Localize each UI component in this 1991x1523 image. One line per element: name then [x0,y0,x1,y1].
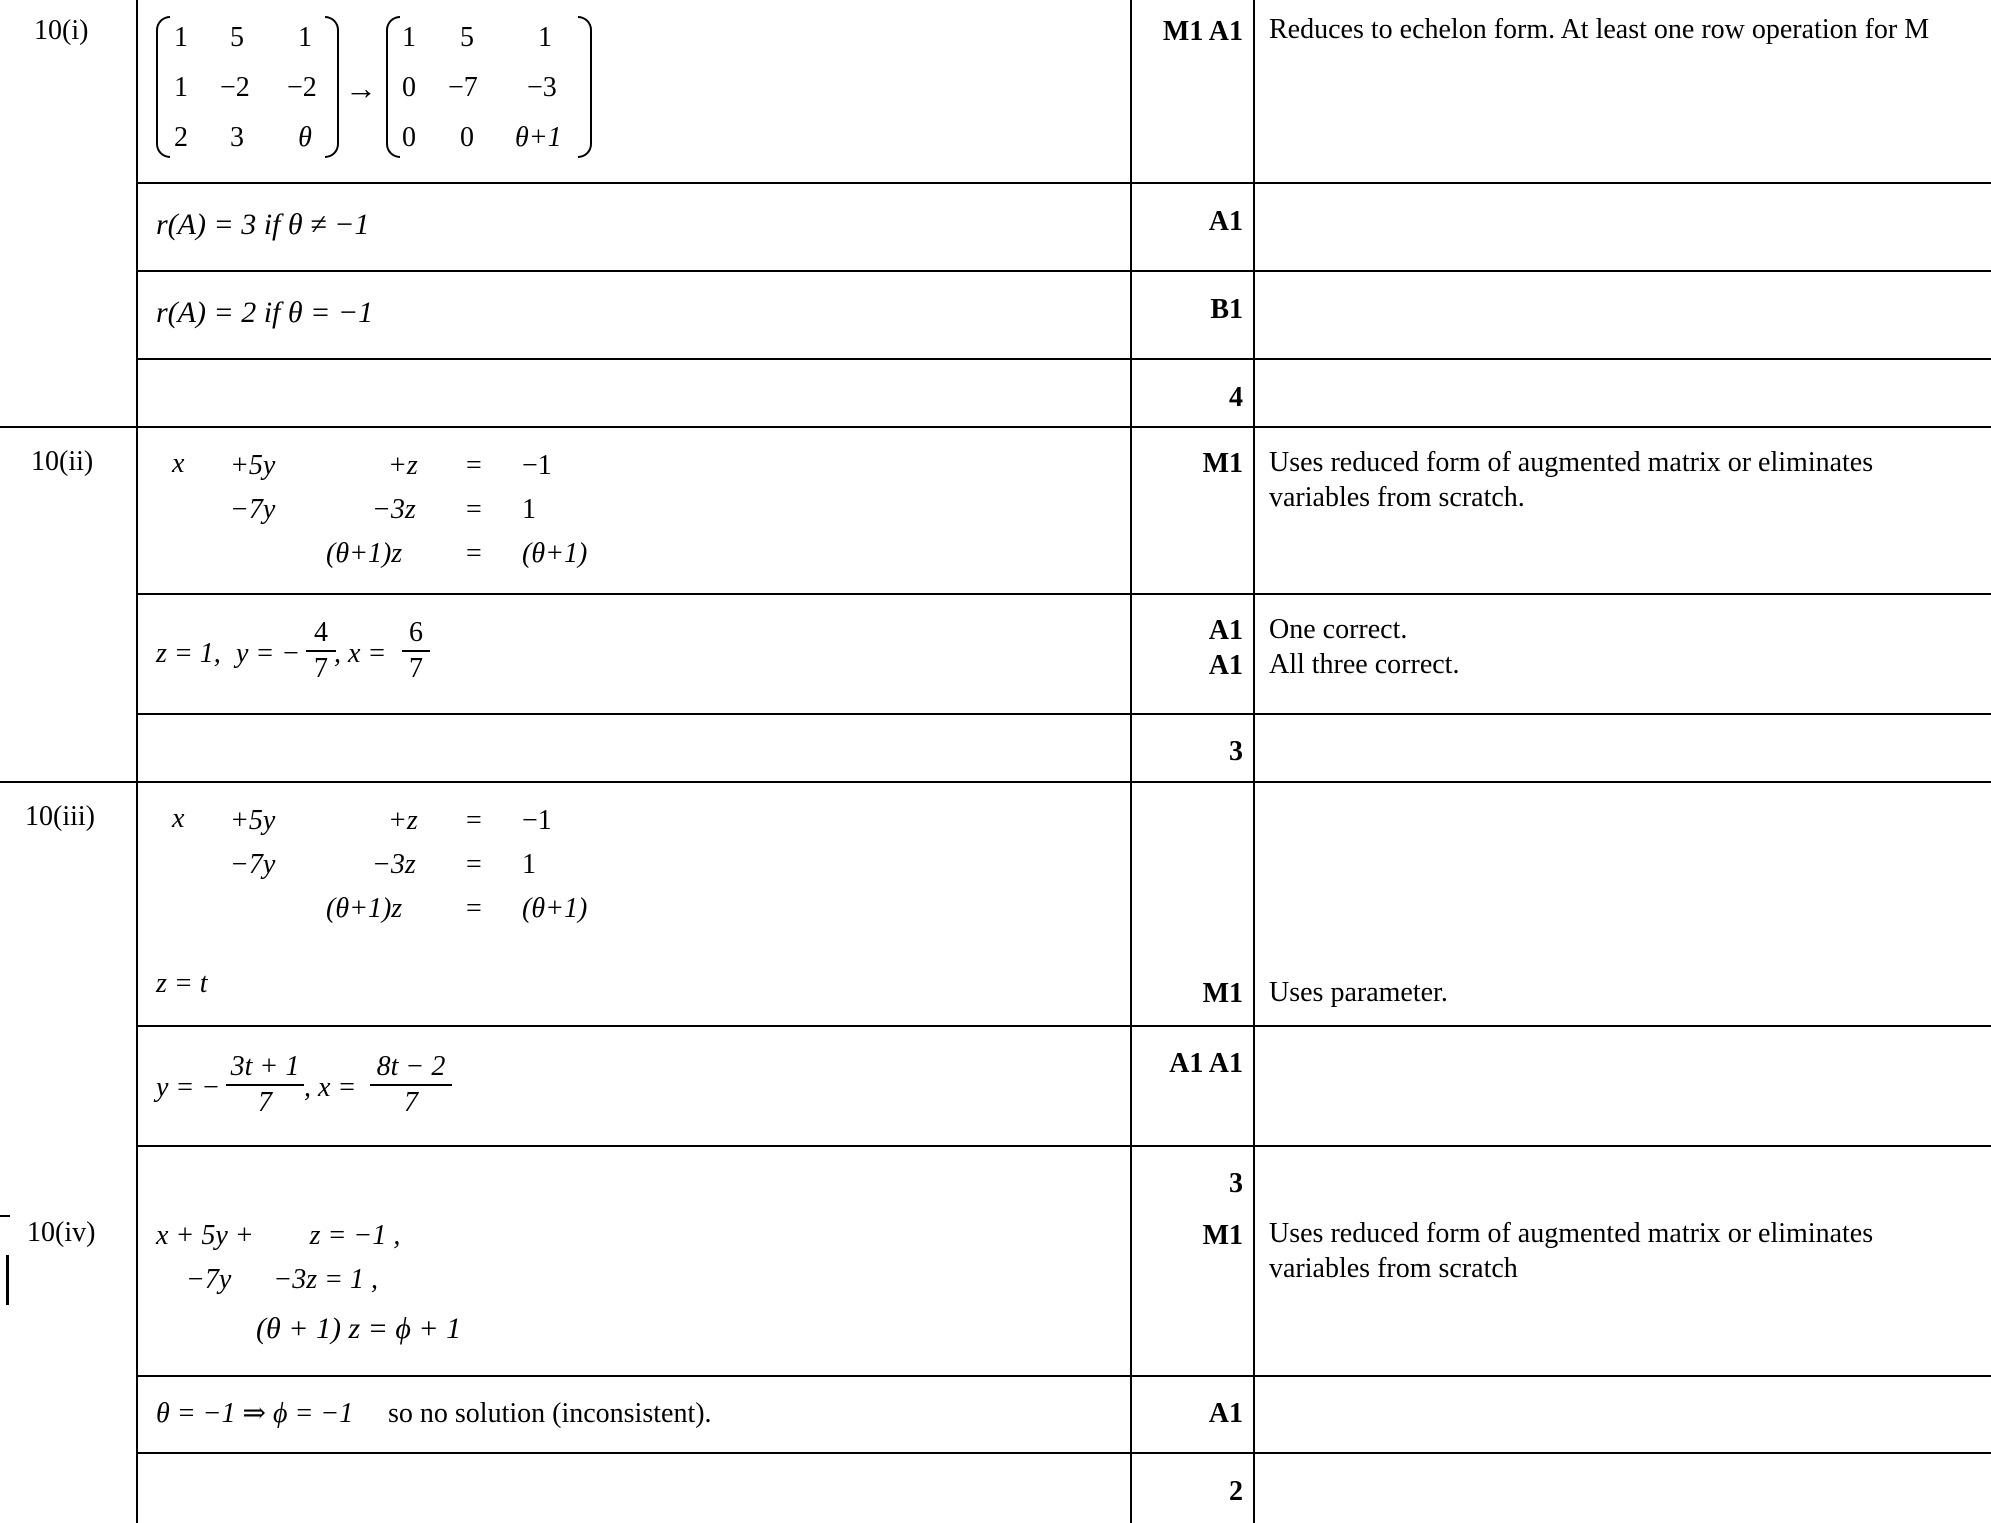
mark-code: M1 [1202,978,1243,1009]
column-divider [136,0,138,1523]
matrix-b-cell: θ+1 [515,122,562,153]
matrix-b-cell: 1 [538,22,552,53]
rank-condition: r(A) = 2 if θ = −1 [156,296,374,329]
eq-sign: = [466,450,482,481]
question-label: 10(iii) [25,801,95,832]
row-divider [136,1025,1991,1027]
eq-term: 1 [522,849,536,880]
matrix-a-cell: 1 [298,22,312,53]
rank-condition: r(A) = 3 if θ ≠ −1 [156,208,370,241]
eq-term: (θ+1) [522,538,588,569]
eq-term: (θ+1)z [326,893,403,924]
part-divider [0,426,1991,428]
eq-term: −3z [372,849,416,880]
guidance-note: Reduces to echelon form. At least one row operation for M [1269,14,1930,45]
eq-term: −7y [230,494,276,525]
fraction-y: 4 7 [306,616,336,686]
eq-term: 1 [522,494,536,525]
column-divider [1130,0,1132,1523]
matrix-a-cell: 3 [230,122,244,153]
parameter: z = t [156,968,208,999]
eq-term: (θ+1)z [326,538,403,569]
eq-term: +5y [230,805,276,836]
fraction-x: 6 7 [402,616,430,686]
equation-line: x + 5y + z = −1 , [156,1220,401,1251]
mark-code: A1 A1 [1169,1048,1243,1079]
guidance-note: One correct. [1269,614,1408,645]
mark-total: 3 [1229,1168,1243,1199]
row-divider [136,358,1991,360]
row-divider [136,1452,1991,1454]
matrix-a-cell: 5 [230,22,244,53]
matrix-a-cell: −2 [287,72,317,103]
guidance-note: Uses parameter. [1269,977,1448,1008]
question-label: 10(i) [34,15,89,46]
eq-term: −1 [522,805,552,836]
left-margin-mark [6,1255,9,1305]
row-divider [136,713,1991,715]
matrix-a-cell: 1 [174,72,188,103]
mark-code: B1 [1210,294,1243,325]
eq-sign: = [466,893,482,924]
mark-total: 3 [1229,736,1243,767]
eq-term: x [172,448,185,479]
eq-term: x [172,803,185,834]
conclusion-text: so no solution (inconsistent). [388,1398,712,1429]
eq-sign: = [466,538,482,569]
eq-sign: = [466,494,482,525]
row-reduce-arrow: → [345,70,377,106]
question-label: 10(iv) [27,1217,96,1248]
matrix-b-cell: 1 [402,22,416,53]
solution-x: , x = [304,1072,357,1103]
eq-term: −3z [372,494,416,525]
matrix-b-cell: −3 [527,72,557,103]
eq-sign: = [466,805,482,836]
matrix-a-cell: 2 [174,122,188,153]
mark-code: A1 [1208,615,1243,646]
mark-code: A1 [1208,1398,1243,1429]
row-divider [136,270,1991,272]
mark-code: M1 A1 [1162,16,1243,47]
matrix-a-cell: θ [298,122,312,153]
fraction-x: 8t − 2 7 [370,1050,452,1120]
eq-term: +5y [230,450,276,481]
matrix-b-cell: −7 [448,72,478,103]
eq-term: +z [388,450,418,481]
row-divider [136,593,1991,595]
row-divider [136,182,1991,184]
mark-code: A1 [1208,206,1243,237]
solution-y: y = − [156,1072,221,1103]
equation-line: −7y −3z = 1 , [186,1264,379,1295]
left-margin-tick [0,1215,10,1217]
matrix-a-cell: −2 [220,72,250,103]
guidance-note: Uses reduced form of augmented matrix or eliminates variables from scratch. [1269,447,1874,513]
eq-term: +z [388,805,418,836]
fraction-y: 3t + 1 7 [226,1050,304,1120]
mark-code: A1 [1208,650,1243,681]
mark-total: 4 [1229,382,1243,413]
eq-term: −1 [522,450,552,481]
equation-line: (θ + 1) z = ϕ + 1 [256,1312,462,1345]
matrix-b-cell: 0 [460,122,474,153]
conclusion-math: θ = −1 ⇒ ϕ = −1 [156,1398,354,1429]
eq-term: −7y [230,849,276,880]
solution-y: y = − [236,638,301,669]
mark-code: M1 [1202,1220,1243,1251]
matrix-bracket-right [578,16,592,158]
question-label: 10(ii) [31,446,94,477]
solution-x: , x = [334,638,387,669]
matrix-a-cell: 1 [174,22,188,53]
guidance-note: All three correct. [1269,649,1460,680]
matrix-b-cell: 0 [402,122,416,153]
guidance-note: Uses reduced form of augmented matrix or eliminates variables from scratch [1269,1218,1874,1284]
solution-z: z = 1, [156,638,221,669]
column-divider [1253,0,1255,1523]
matrix-b-cell: 0 [402,72,416,103]
row-divider [136,1145,1991,1147]
matrix-b-cell: 5 [460,22,474,53]
part-divider [0,781,1991,783]
mark-code: M1 [1202,448,1243,479]
mark-total: 2 [1229,1476,1243,1507]
eq-sign: = [466,849,482,880]
matrix-bracket-right [325,16,339,158]
row-divider [136,1375,1991,1377]
eq-term: (θ+1) [522,893,588,924]
